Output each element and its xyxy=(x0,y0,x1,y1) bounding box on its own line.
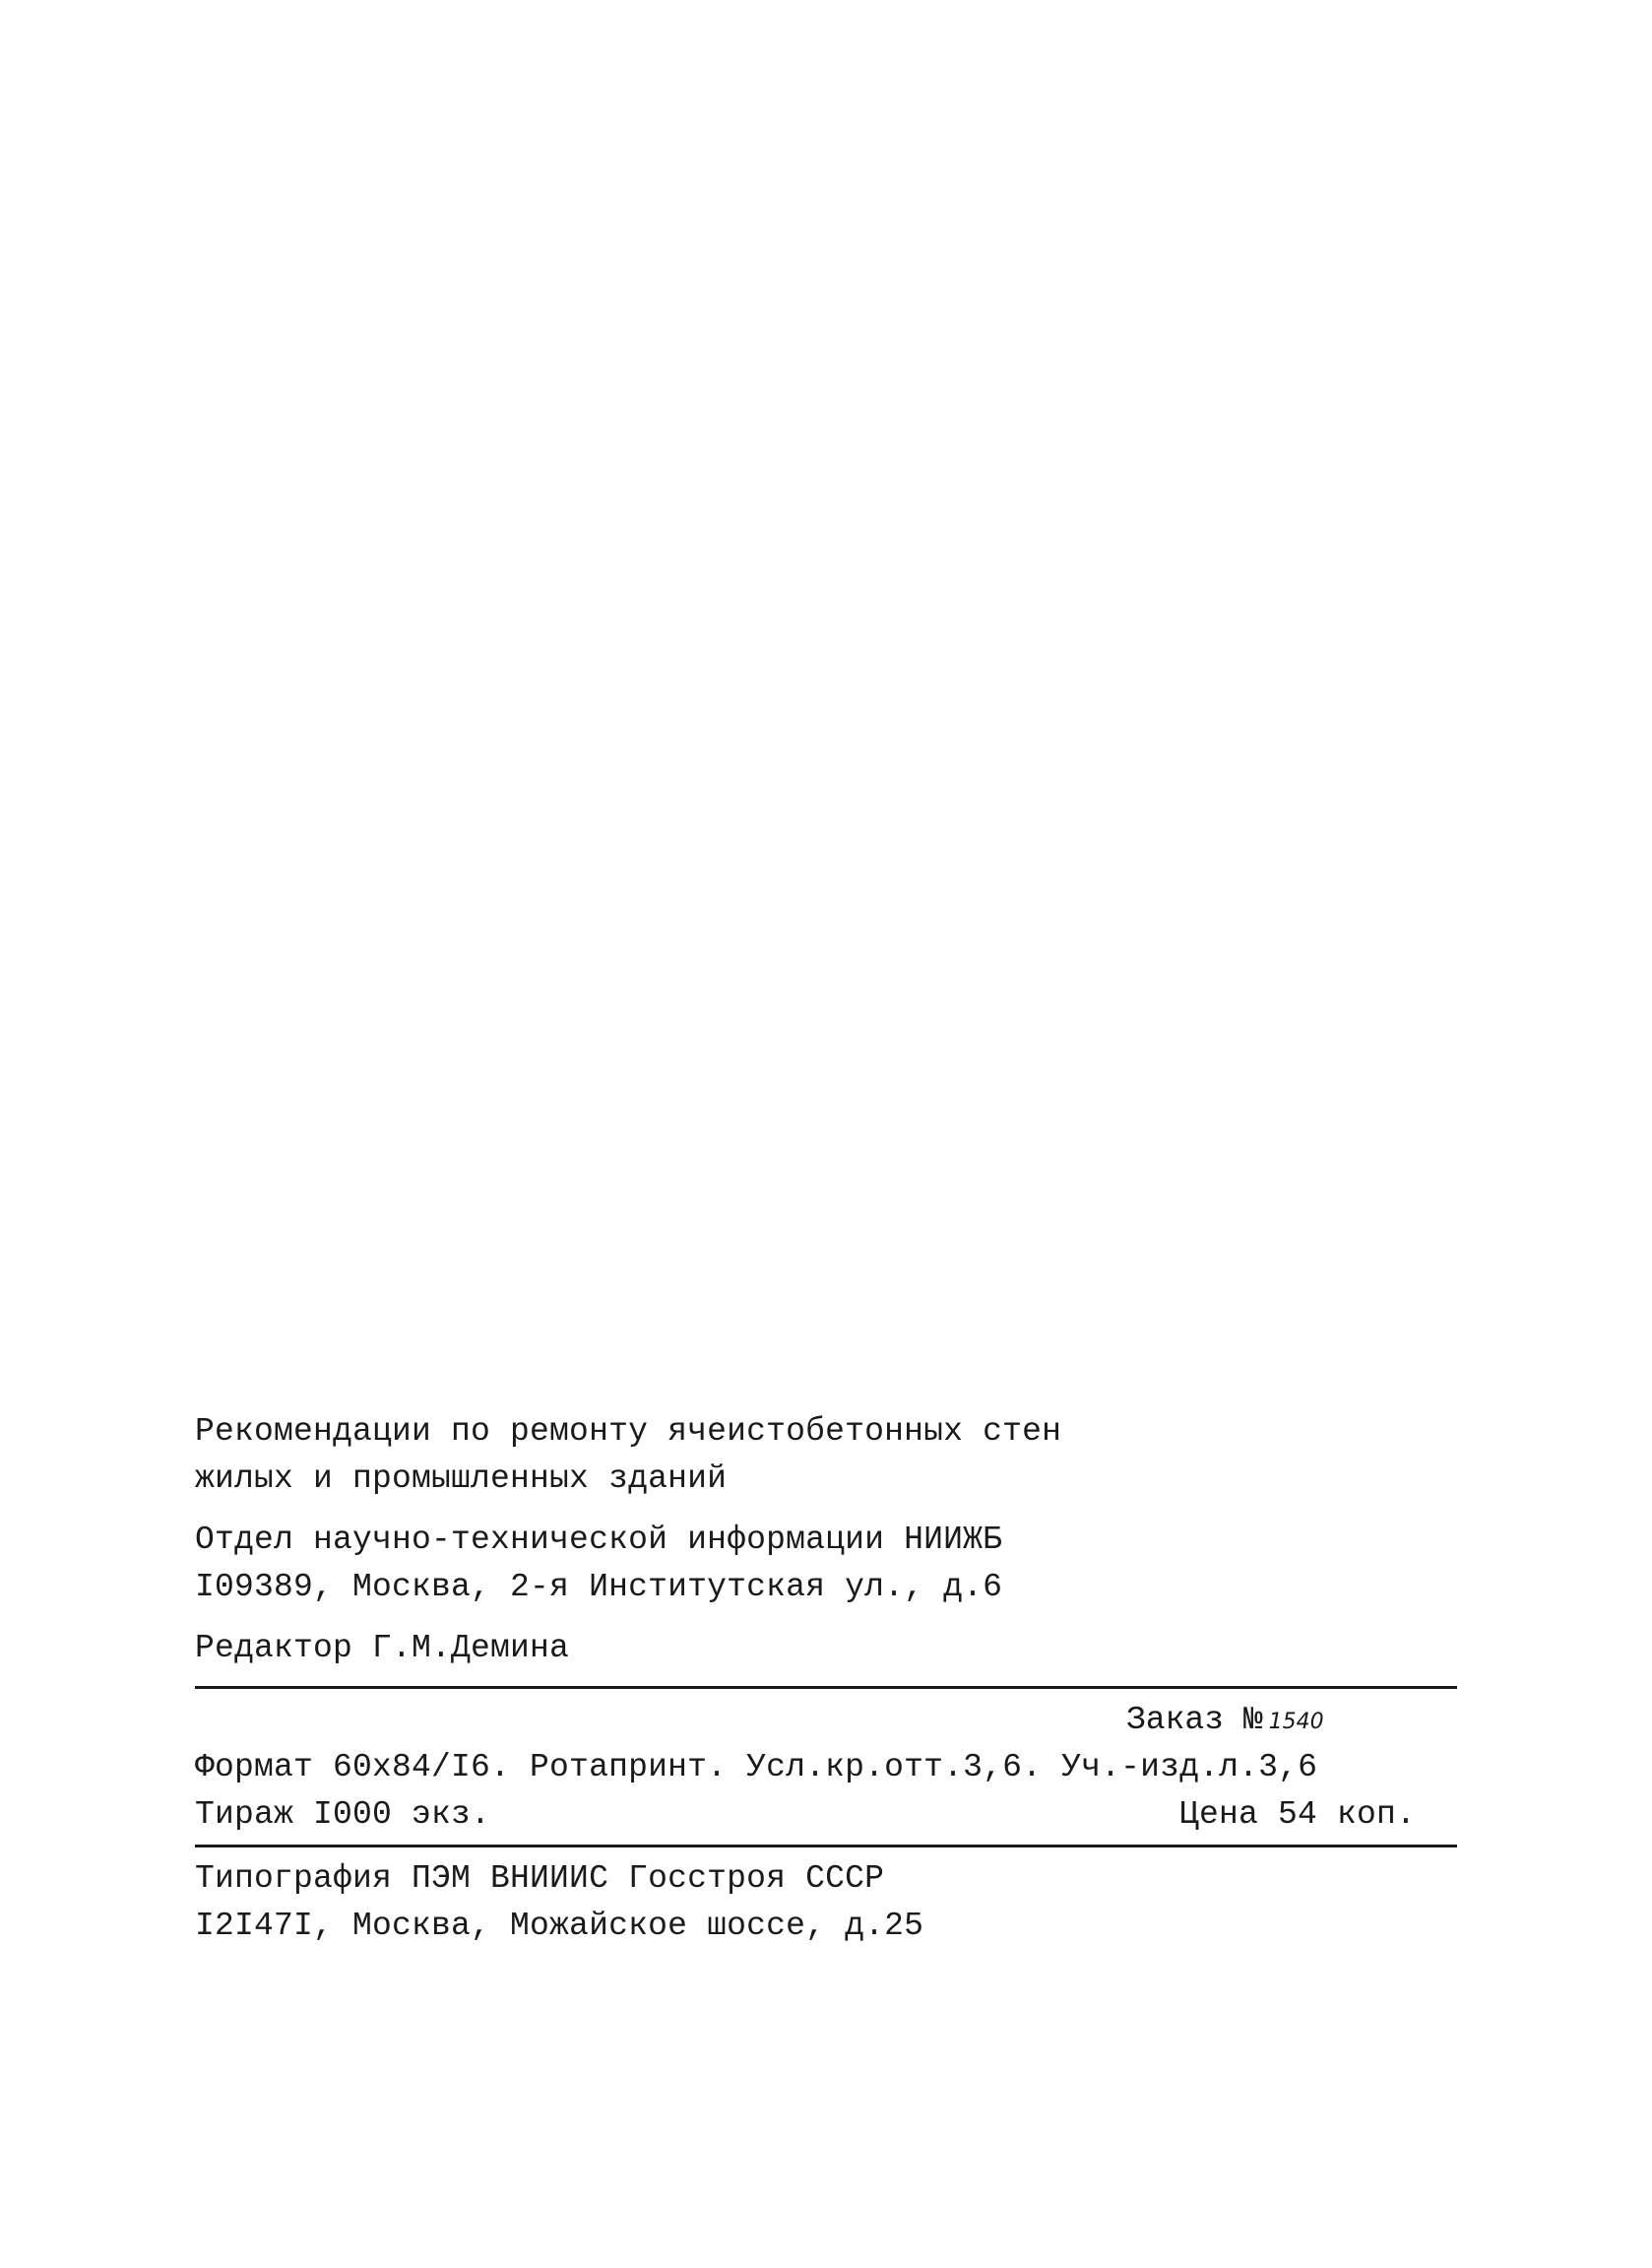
title-block xyxy=(195,1408,1457,1503)
title-line-2: жилых и промышленных зданий xyxy=(195,1460,728,1497)
title-line-1: Рекомендации по ремонту ячеистобетонных стен xyxy=(195,1413,1062,1450)
price: Цена 54 коп. xyxy=(1178,1796,1416,1833)
publisher-block xyxy=(195,1517,1457,1611)
editor-block xyxy=(195,1625,1457,1672)
order-number: 1540 xyxy=(1268,1710,1324,1734)
printer-name: Типография ПЭМ ВНИИИС Госстроя СССР xyxy=(195,1860,885,1897)
colophon xyxy=(195,1408,1457,1950)
order-label: Заказ № xyxy=(1126,1702,1263,1738)
printer-address: I2I47I, Москва, Можайское шоссе, д.25 xyxy=(195,1908,924,1944)
order-row xyxy=(195,1689,1457,1744)
publisher-address: I09389, Москва, 2-я Институтская ул., д.6 xyxy=(195,1569,1003,1605)
circulation: Тираж I000 экз. xyxy=(195,1796,491,1833)
printer-block xyxy=(195,1855,1457,1950)
publisher-name: Отдел научно-технической информации НИИЖБ xyxy=(195,1522,1003,1558)
order-label-group xyxy=(1126,1697,1324,1746)
editor-line: Редактор Г.М.Демина xyxy=(195,1630,570,1666)
divider-bottom xyxy=(195,1845,1457,1847)
format-line: Формат 60x84/I6. Ротапринт. Усл.кр.отт.3,6. Уч.-изд.л.3,6 xyxy=(195,1749,1318,1785)
circulation-price-row xyxy=(195,1791,1416,1839)
